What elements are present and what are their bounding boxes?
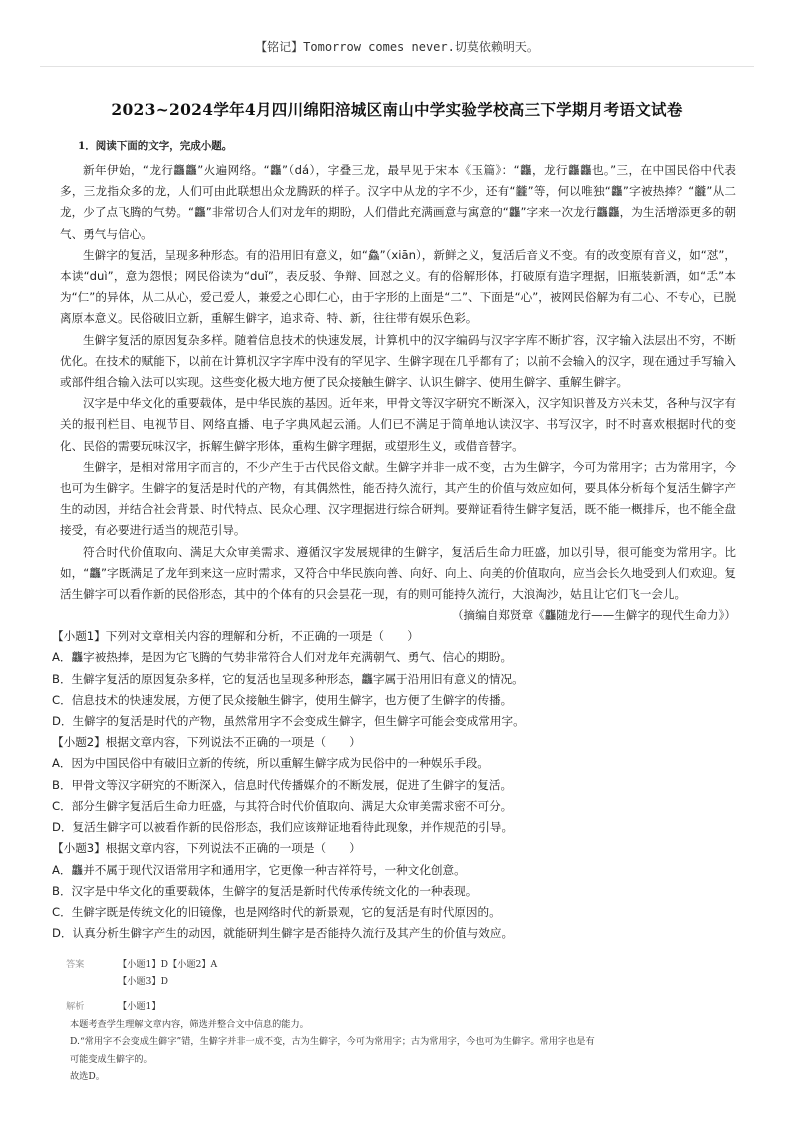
passage-source: （摘编自郑贤章《龘随龙行——生僻字的现代生命力》） <box>451 608 736 623</box>
analysis-label: 解析 <box>66 1001 85 1012</box>
analysis-line: 本题考查学生理解文章内容，筛选并整合文中信息的能力。 <box>70 1018 309 1030</box>
header-divider <box>40 66 754 67</box>
option-a: A．龘字被热捧，是因为它飞腾的气势非常符合人们对龙年充满朝气、勇气、信心的期盼。 <box>52 650 513 665</box>
analysis-line: 故选D。 <box>70 1071 105 1083</box>
page-title: 2023~2024学年4月四川绵阳涪城区南山中学实验学校高三下学期月考语文试卷 <box>111 100 683 119</box>
option-d: D．认真分析生僻字产生的动因，就能研判生僻字是否能持久流行及其产生的价值与效应。 <box>52 926 514 941</box>
answer-block <box>66 956 726 990</box>
sub-question-1 <box>52 626 736 732</box>
answer-line: 【小题3】D <box>118 976 168 987</box>
analysis-line: 可能变成生僻字的。 <box>70 1053 153 1065</box>
analysis-block <box>66 998 726 1086</box>
sub-question-3 <box>52 838 736 944</box>
option-c: C．部分生僻字复活后生命力旺盛，与其符合时代价值取向、满足大众审美需求密不可分。 <box>52 798 513 813</box>
option-b: B．汉字是中华文化的重要载体，生僻字的复活是新时代传承传统文化的一种表现。 <box>52 883 478 898</box>
passage-paragraph: 生僻字复活的原因复杂多样。随着信息技术的快速发展，计算机中的汉字编码与汉字字库不断扩容，汉字输入法层出不穷，不断优化。在技术的赋能下，以前在计算机汉字字库中没有的罕见字、生僻字现在几乎都有了；以前不会输入的汉字，现在通过手写输入或部件组合输入法可以实现。这些变化极大地方便了民众接触生僻字、认识生僻字、使用生僻字、重解生僻字。 <box>60 332 736 390</box>
passage-paragraph: 符合时代价值取向、满足大众审美需求、遵循汉字发展规律的生僻字，复活后生命力旺盛，加以引导，很可能变为常用字。比如，“龘”字既满足了龙年到来这一应时需求，又符合中华民族向善、向好、向上、向美的价值取向，应当会长久地受到人们欢迎。复活生僻字可以看作新的民俗形态，其中的个体有的只会昙花一现，有的则可能持久流行，大浪淘沙，姑且让它们飞一会儿。 <box>60 544 736 602</box>
analysis-line: D.“常用字不会变成生僻字”错，生僻字并非一成不变，古为生僻字，今可为常用字；古为常用字，今也可为生僻字。常用字也是有 <box>70 1036 595 1048</box>
analysis-line: 【小题1】 <box>118 1001 161 1012</box>
option-b: B．甲骨文等汉字研究的不断深入，信息时代传播媒介的不断发展，促进了生僻字的复活。 <box>52 777 513 792</box>
answer-line: 【小题1】D【小题2】A <box>118 959 218 970</box>
option-d: D．生僻字的复活是时代的产物，虽然常用字不会变成生僻字，但生僻字可能会变成常用字。 <box>52 714 525 729</box>
passage-paragraph: 生僻字，是相对常用字而言的，不少产生于古代民俗文献。生僻字并非一成不变，古为生僻字，今可为常用字；古为常用字，今也可为生僻字。生僻字的复活是时代的产物，有其偶然性，能否持久流行，其产生的价值与效应如何，要具体分析每个复活生僻字产生的动因，并结合社会背景、时代特点、民众心理、汉字理据进行综合研判。要辩证看待生僻字复活，既不能一概排斥，也不能全盘接受，有必要进行适当的规范引导。 <box>60 459 736 538</box>
option-a: A．因为中国民俗中有破旧立新的传统，所以重解生僻字成为民俗中的一种娱乐手段。 <box>52 756 489 771</box>
passage-paragraph: 生僻字的复活，呈现多种形态。有的沿用旧有意义，如“鱻”（xiān），新鲜之义，复活后音义不变。有的改变原有音义，如“怼”，本读“duì”，意为怨恨；网民俗读为“duǐ”，表反驳、争辩、回怼之义。有的俗解形体，打破原有造字理据，旧瓶装新酒，如“忎”本为“仁”的异体，从二从心，爱己爱人，兼爱之心即仁心，由于字形的上面是“二”、下面是“心”，被网民俗解为有二心、不专心，已脱离原本意义。民俗破旧立新，重解生僻字，追求奇、特、新，往往带有娱乐色彩。 <box>60 247 736 326</box>
option-c: C．信息技术的快速发展，方便了民众接触生僻字，使用生僻字，也方便了生僻字的传播。 <box>52 692 513 707</box>
question-section <box>52 138 736 944</box>
passage-paragraph: 新年伊始，“龙行龘龘”火遍网络。“龘”（dá），字叠三龙，最早见于宋本《玉篇》：“龘，龙行龘龘也。”三，在中国民俗中代表多，三龙指众多的龙，人们可由此联想出众龙腾跃的样子。汉字中从龙的字不少，还有“龖”等，何以唯独“龘”字被热捧？“龖”从二龙，少了点飞腾的气势。“龘”非常切合人们对龙年的期盼，人们借此充满画意与寓意的“龘”字来一次龙行龘龘，为生活增添更多的朝气、勇气与信心。 <box>60 163 736 241</box>
page-header: 【铭记】Tomorrow comes never.切莫依赖明天。 <box>255 40 539 54</box>
option-d: D．复活生僻字可以被看作新的民俗形态，我们应该辩证地看待此现象，并作规范的引导。 <box>52 820 514 835</box>
option-a: A．龘并不属于现代汉语常用字和通用字，它更像一种吉祥符号，一种文化创意。 <box>52 862 466 877</box>
sub-question-stem: 【小题3】根据文章内容，下列说法不正确的一项是（ ） <box>52 841 361 856</box>
option-c: C．生僻字既是传统文化的旧镜像，也是网络时代的新景观，它的复活是有时代原因的。 <box>52 904 501 919</box>
sub-question-stem: 【小题1】下列对文章相关内容的理解和分析，不正确的一项是（ ） <box>52 629 419 644</box>
sub-question-stem: 【小题2】根据文章内容，下列说法不正确的一项是（ ） <box>52 735 361 750</box>
option-b: B．生僻字复活的原因复杂多样，它的复活也呈现多种形态，龘字属于沿用旧有意义的情况。 <box>52 671 524 686</box>
question-heading: 1．阅读下面的文字，完成小题。 <box>78 140 233 152</box>
sub-question-2 <box>52 732 736 838</box>
answer-label: 答案 <box>66 959 85 970</box>
passage-paragraph: 汉字是中华文化的重要载体，是中华民族的基因。近年来，甲骨文等汉字研究不断深入，汉字知识普及方兴未艾，各种与汉字有关的报刊栏目、电视节目、网络直播、电子字典风起云涌。人们已不满足于简单地认读汉字、书写汉字，时不时喜欢根据时代的变化、民俗的需要玩味汉字，拆解生僻字形体，重构生僻字理据，或望形生义，或借音替字。 <box>60 396 736 453</box>
